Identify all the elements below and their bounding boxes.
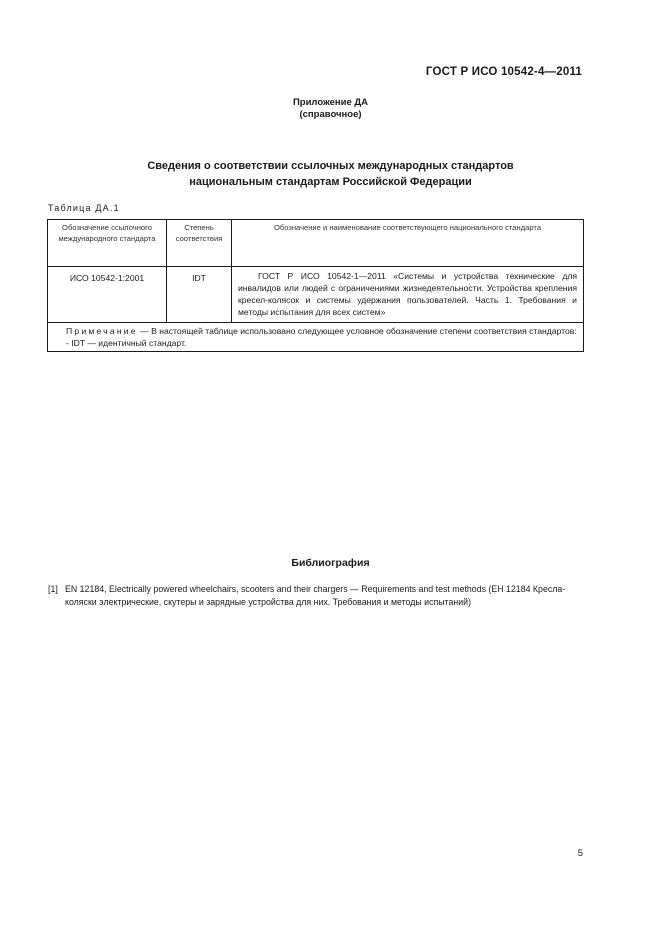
table-header-row — [48, 220, 584, 267]
bibliography-item-text: EN 12184, Electrically powered wheelchairs, scooters and their chargers — Requirements and test methods (ЕН 12184 Кресла-коляски электрические, скутеры и зарядные устройства для них. Требования и методы испытаний) — [65, 584, 566, 607]
annex-title: Приложение ДА — [292, 97, 369, 108]
column-header-intl: Обозначение ссылочного международного стандарта — [48, 220, 167, 267]
table-note — [48, 323, 584, 352]
table-note-row — [48, 323, 584, 352]
note-paragraph — [52, 325, 579, 337]
cell-degree: IDT — [167, 267, 232, 323]
correspondence-table — [47, 219, 584, 352]
section-heading — [0, 158, 661, 190]
column-header-degree: Степень соответствия — [167, 220, 232, 267]
page-number: 5 — [577, 848, 583, 859]
section-heading-line-2: национальным стандартам Российской Федерации — [189, 176, 472, 188]
section-heading-line-1: Сведения о соответствии ссылочных международных стандартов — [147, 160, 514, 172]
cell-intl-standard: ИСО 10542-1:2001 — [48, 267, 167, 323]
table-caption: Таблица ДА.1 — [48, 203, 120, 213]
table-row — [48, 267, 584, 323]
bibliography-title: Библиография — [291, 557, 370, 569]
note-label: Примечание — [66, 326, 138, 336]
cell-national-standard: ГОСТ Р ИСО 10542-1—2011 «Системы и устройства технические для инвалидов или людей с ограничениями жизнедеятельности. Устройства крепления кресел-колясок и системы удержания пользователей. Часть 1. Требования и методы испытания для всех систем» — [232, 267, 584, 323]
bibliography-item-number: [1] — [48, 584, 58, 594]
annex-subtitle: (справочное) — [299, 109, 362, 120]
bibliography-item — [48, 583, 588, 609]
column-header-national: Обозначение и наименование соответствующего национального стандарта — [232, 220, 584, 267]
note-item: - IDT — идентичный стандарт. — [66, 338, 187, 348]
document-code: ГОСТ Р ИСО 10542-4—2011 — [425, 66, 582, 78]
note-text: — В настоящей таблице использовано следующее условное обозначение степени соответствия стандартов: — [137, 326, 577, 336]
